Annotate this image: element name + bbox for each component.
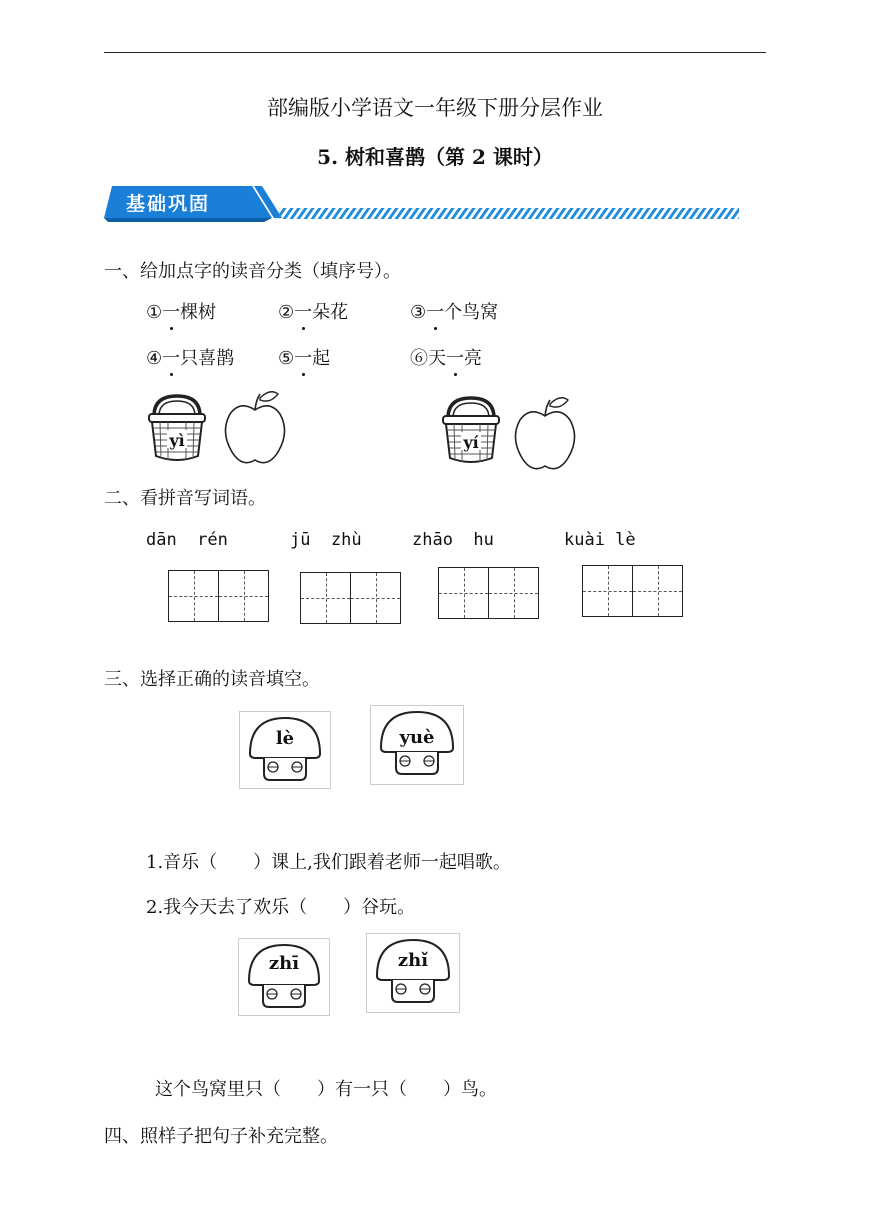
mushroom-card xyxy=(238,938,330,1016)
pinyin-option: lè xyxy=(275,728,295,749)
pinyin-option: yuè xyxy=(399,727,435,748)
mushroom-icon xyxy=(240,712,330,788)
writing-grid[interactable] xyxy=(438,567,539,619)
q1-item-3: ③一个鸟窝 xyxy=(410,298,498,324)
question-3-heading: 三、选择正确的读音填空。 xyxy=(104,669,320,690)
question-4-heading: 四、照样子把句子补充完整。 xyxy=(104,1126,338,1147)
q1-item-2: ②一朵花 xyxy=(278,298,348,324)
apple-icon xyxy=(222,388,288,468)
top-rule xyxy=(104,52,766,53)
basket-icon xyxy=(146,390,208,466)
apple-icon xyxy=(512,394,578,474)
pinyin-label: zhāo hu xyxy=(412,530,494,550)
banner-label: 基础巩固 xyxy=(126,193,211,215)
question-1-heading: 一、给加点字的读音分类（填序号）。 xyxy=(104,261,401,282)
pinyin-option: zhī xyxy=(268,953,300,974)
writing-grid[interactable] xyxy=(168,570,269,622)
mushroom-card xyxy=(366,933,460,1013)
q3-sentence-1: 1.音乐（ ）课上,我们跟着老师一起唱歌。 xyxy=(146,852,511,873)
q3-sentence-3: 这个鸟窝里只（ ）有一只（ ）鸟。 xyxy=(155,1079,497,1100)
lesson-title: 5. 树和喜鹊（第 2 课时） xyxy=(317,145,553,169)
writing-grid[interactable] xyxy=(582,565,683,617)
page-title: 部编版小学语文一年级下册分层作业 xyxy=(267,96,603,120)
mushroom-card xyxy=(370,705,464,785)
q1-item-1: ①一棵树 xyxy=(146,298,216,324)
pinyin-label: kuài lè xyxy=(564,530,636,550)
mushroom-icon xyxy=(367,934,459,1012)
basket-label: yì xyxy=(169,431,185,450)
mushroom-card xyxy=(239,711,331,789)
basket-label: yí xyxy=(463,433,479,452)
q1-item-4: ④一只喜鹊 xyxy=(146,344,234,370)
q1-item-5: ⑤一起 xyxy=(278,344,330,370)
writing-grid[interactable] xyxy=(300,572,401,624)
mushroom-icon xyxy=(239,939,329,1015)
pinyin-label: dān rén xyxy=(146,530,228,550)
q1-item-6: ⑥天一亮 xyxy=(410,344,482,370)
basket-icon xyxy=(440,392,502,468)
pinyin-option: zhǐ xyxy=(397,950,429,971)
question-2-heading: 二、看拼音写词语。 xyxy=(104,488,266,509)
pinyin-label: jū zhù xyxy=(290,530,362,550)
q3-sentence-2: 2.我今天去了欢乐（ ）谷玩。 xyxy=(146,897,416,918)
